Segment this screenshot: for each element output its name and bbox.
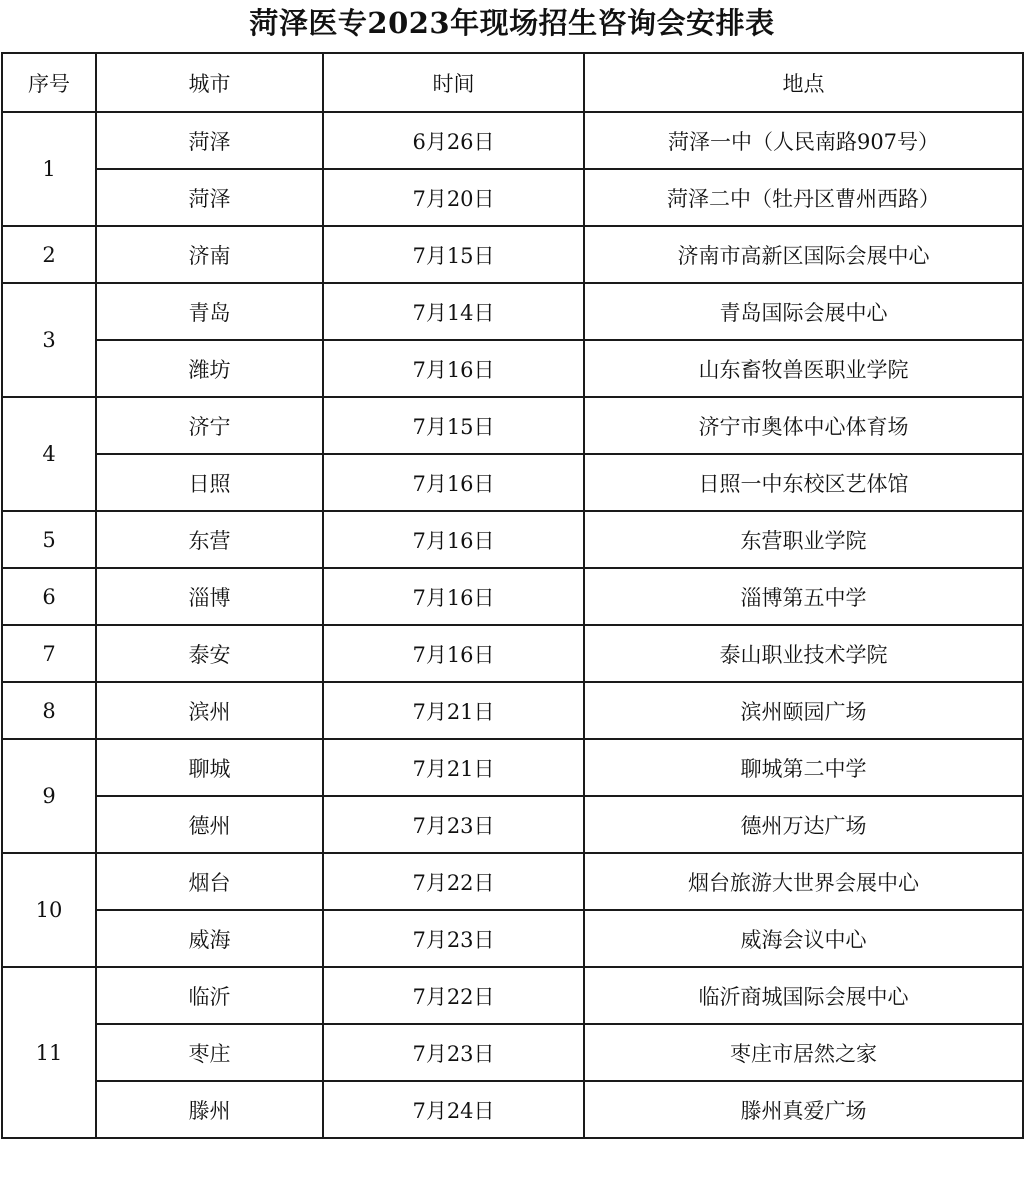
city-cell: 菏泽 <box>96 169 323 226</box>
date-cell: 7月20日 <box>323 169 584 226</box>
seq-cell: 11 <box>2 967 96 1138</box>
header-date: 时间 <box>323 53 584 112</box>
place-cell: 滨州颐园广场 <box>584 682 1023 739</box>
city-cell: 日照 <box>96 454 323 511</box>
header-place: 地点 <box>584 53 1023 112</box>
table-row <box>2 568 1023 625</box>
place-cell: 枣庄市居然之家 <box>584 1024 1023 1081</box>
table-row <box>2 169 1023 226</box>
date-cell: 7月16日 <box>323 568 584 625</box>
table-row <box>2 796 1023 853</box>
city-cell: 济南 <box>96 226 323 283</box>
place-cell: 东营职业学院 <box>584 511 1023 568</box>
place-cell: 山东畜牧兽医职业学院 <box>584 340 1023 397</box>
date-cell: 7月16日 <box>323 511 584 568</box>
date-cell: 7月21日 <box>323 739 584 796</box>
header-row <box>2 53 1023 112</box>
seq-cell: 10 <box>2 853 96 967</box>
place-cell: 威海会议中心 <box>584 910 1023 967</box>
table-row <box>2 967 1023 1024</box>
city-cell: 威海 <box>96 910 323 967</box>
place-cell: 泰山职业技术学院 <box>584 625 1023 682</box>
table-row <box>2 112 1023 169</box>
place-cell: 菏泽一中（人民南路907号） <box>584 112 1023 169</box>
table-body <box>2 112 1023 1138</box>
date-cell: 7月15日 <box>323 226 584 283</box>
date-cell: 7月14日 <box>323 283 584 340</box>
date-cell: 6月26日 <box>323 112 584 169</box>
date-cell: 7月16日 <box>323 625 584 682</box>
seq-cell: 9 <box>2 739 96 853</box>
date-cell: 7月23日 <box>323 796 584 853</box>
seq-cell: 2 <box>2 226 96 283</box>
table-row <box>2 454 1023 511</box>
date-cell: 7月24日 <box>323 1081 584 1138</box>
date-cell: 7月22日 <box>323 967 584 1024</box>
city-cell: 东营 <box>96 511 323 568</box>
table-row <box>2 682 1023 739</box>
header-city: 城市 <box>96 53 323 112</box>
table-row <box>2 1081 1023 1138</box>
table-row <box>2 511 1023 568</box>
city-cell: 德州 <box>96 796 323 853</box>
date-cell: 7月22日 <box>323 853 584 910</box>
table-row <box>2 1024 1023 1081</box>
header-seq: 序号 <box>2 53 96 112</box>
date-cell: 7月21日 <box>323 682 584 739</box>
city-cell: 滨州 <box>96 682 323 739</box>
city-cell: 枣庄 <box>96 1024 323 1081</box>
table-row <box>2 226 1023 283</box>
city-cell: 聊城 <box>96 739 323 796</box>
place-cell: 德州万达广场 <box>584 796 1023 853</box>
table-row <box>2 853 1023 910</box>
table-row <box>2 340 1023 397</box>
schedule-table <box>1 52 1024 1139</box>
place-cell: 滕州真爱广场 <box>584 1081 1023 1138</box>
seq-cell: 3 <box>2 283 96 397</box>
place-cell: 济南市高新区国际会展中心 <box>584 226 1023 283</box>
city-cell: 济宁 <box>96 397 323 454</box>
place-cell: 菏泽二中（牡丹区曹州西路） <box>584 169 1023 226</box>
date-cell: 7月23日 <box>323 1024 584 1081</box>
city-cell: 菏泽 <box>96 112 323 169</box>
table-row <box>2 739 1023 796</box>
city-cell: 青岛 <box>96 283 323 340</box>
date-cell: 7月15日 <box>323 397 584 454</box>
table-header <box>2 53 1023 112</box>
seq-cell: 8 <box>2 682 96 739</box>
city-cell: 泰安 <box>96 625 323 682</box>
place-cell: 日照一中东校区艺体馆 <box>584 454 1023 511</box>
city-cell: 潍坊 <box>96 340 323 397</box>
seq-cell: 6 <box>2 568 96 625</box>
seq-cell: 4 <box>2 397 96 511</box>
city-cell: 临沂 <box>96 967 323 1024</box>
place-cell: 青岛国际会展中心 <box>584 283 1023 340</box>
city-cell: 滕州 <box>96 1081 323 1138</box>
place-cell: 烟台旅游大世界会展中心 <box>584 853 1023 910</box>
place-cell: 济宁市奥体中心体育场 <box>584 397 1023 454</box>
city-cell: 烟台 <box>96 853 323 910</box>
page-title: 菏泽医专2023年现场招生咨询会安排表 <box>249 6 775 40</box>
city-cell: 淄博 <box>96 568 323 625</box>
place-cell: 聊城第二中学 <box>584 739 1023 796</box>
table-row <box>2 397 1023 454</box>
place-cell: 淄博第五中学 <box>584 568 1023 625</box>
table-row <box>2 283 1023 340</box>
date-cell: 7月16日 <box>323 454 584 511</box>
date-cell: 7月23日 <box>323 910 584 967</box>
table-row <box>2 625 1023 682</box>
table-row <box>2 910 1023 967</box>
date-cell: 7月16日 <box>323 340 584 397</box>
seq-cell: 5 <box>2 511 96 568</box>
seq-cell: 7 <box>2 625 96 682</box>
place-cell: 临沂商城国际会展中心 <box>584 967 1023 1024</box>
seq-cell: 1 <box>2 112 96 226</box>
